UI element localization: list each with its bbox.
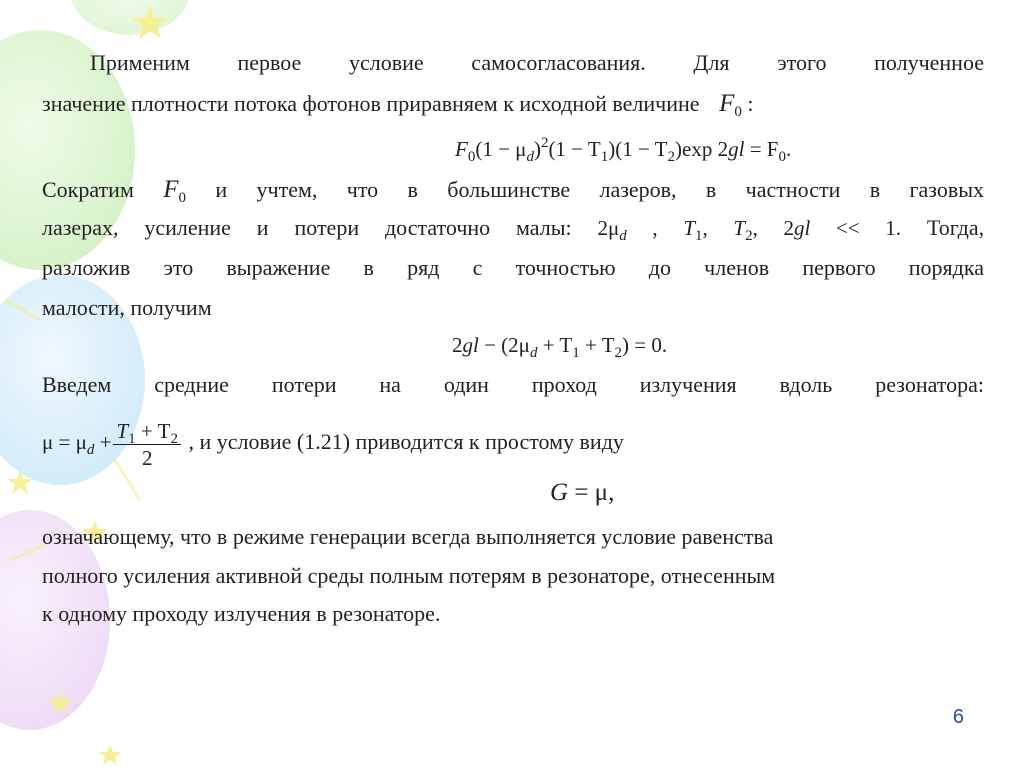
- eq2-end: .: [661, 333, 668, 357]
- loss-fraction-numerator: $T_1 + T_2$: [113, 418, 180, 445]
- p2-l1-start: Сократим: [42, 177, 134, 202]
- symbol-f0: $F_0$ :: [719, 90, 754, 120]
- paragraph-2-line-2: [42, 213, 984, 243]
- paragraph-4-line-2: [42, 561, 775, 591]
- eq2-a: 2: [452, 333, 463, 357]
- p2-cond-mu: 2μ: [597, 216, 620, 240]
- p3-l2-rest: , и условие (1.21) приводится к простому виду: [188, 429, 624, 454]
- p2-l1-rest: и учтем, что в большинстве лазеров, в частности в газовых: [215, 177, 985, 202]
- eq1-end: .: [785, 137, 792, 161]
- paragraph-2-line-1: [42, 175, 984, 205]
- paragraph-2-line-3: [42, 253, 984, 283]
- eq3-rest: = μ,: [568, 479, 615, 506]
- paragraph-2-line-4: [42, 293, 212, 323]
- p4-l1-text: означающему, что в режиме генерации всегда выполняется условие равенства: [42, 524, 774, 549]
- eq1-sub-d: d: [526, 149, 534, 165]
- eq1-exp: )exp 2: [675, 137, 729, 161]
- paragraph-4-line-3: [42, 599, 440, 629]
- smallness-condition: $2\mu_d$ , $T_1$, $T_2$, 2gl << 1.: [597, 216, 902, 244]
- paragraph-1-line-2-text: значение плотности потока фотонов приравняем к исходной величине: [42, 91, 700, 116]
- eq3-g: G: [550, 479, 569, 506]
- paragraph-3-line-1: [42, 370, 984, 400]
- eq1-sub0: 0: [467, 149, 476, 165]
- mean-loss-definition: $\mu = \mu_d$ + $\frac{T_1 + T_2}{2}$: [42, 430, 183, 454]
- eq1-gl: gl: [728, 137, 745, 161]
- paragraph-1-line-1: [42, 48, 984, 78]
- eq1-close: ): [533, 137, 541, 161]
- paragraph-3-line-2: [42, 412, 624, 472]
- eq1-t1: (1 − T: [548, 137, 601, 161]
- equation-threshold: $2gl - (2\mu_d + T_1 + T_2) = 0$.: [452, 333, 668, 361]
- p2-l3-text: разложив это выражение в ряд с точностью до членов первого порядка: [42, 255, 984, 280]
- eq1-t2: )(1 − T: [608, 137, 668, 161]
- eq1-sub2: 2: [667, 149, 676, 165]
- paragraph-1-line-2: [42, 89, 753, 119]
- p4-l2-text: полного усиления активной среды полным потерям в резонаторе, отнесенным: [42, 563, 776, 588]
- paragraph-1-line-1-text: Применим первое условие самосогласования. Для этого полученное: [90, 50, 984, 75]
- p2-cond-rest: << 1.: [835, 216, 902, 240]
- page-number: 6: [952, 706, 964, 728]
- p2-l2-start: лазерах, усиление и потери достаточно малы:: [42, 215, 572, 240]
- p2-l2-end: Тогда,: [926, 215, 985, 240]
- eq2-d: + T: [579, 333, 615, 357]
- eq1-power: 2: [540, 135, 549, 151]
- loss-fraction-denominator: 2: [141, 445, 153, 470]
- eq2-e: ) = 0: [622, 333, 662, 357]
- p3-mu-def: μ = μ: [42, 430, 87, 454]
- eq1-sub1: 1: [600, 149, 609, 165]
- eq1-f: F: [455, 137, 468, 161]
- p3-plus: +: [94, 430, 112, 454]
- equation-generation-condition: [550, 478, 614, 508]
- eq2-c: + T: [537, 333, 573, 357]
- eq2-b: − (2μ: [478, 333, 530, 357]
- equation-self-consistency: [455, 134, 791, 164]
- eq1-equals: = F: [744, 137, 779, 161]
- p4-l3-text: к одному проходу излучения в резонаторе.: [42, 601, 441, 626]
- symbol-f0-inline: $F_0$: [163, 176, 187, 206]
- p2-l4-text: малости, получим: [42, 295, 212, 320]
- eq1-open: (1 − μ: [475, 137, 527, 161]
- eq1-sub0-right: 0: [778, 149, 786, 165]
- loss-fraction: [113, 418, 180, 471]
- eq2-gl: gl: [462, 333, 479, 357]
- p3-l1-text: Введем средние потери на один проход излучения вдоль резонатора:: [42, 372, 984, 397]
- paragraph-4-line-1: [42, 522, 773, 552]
